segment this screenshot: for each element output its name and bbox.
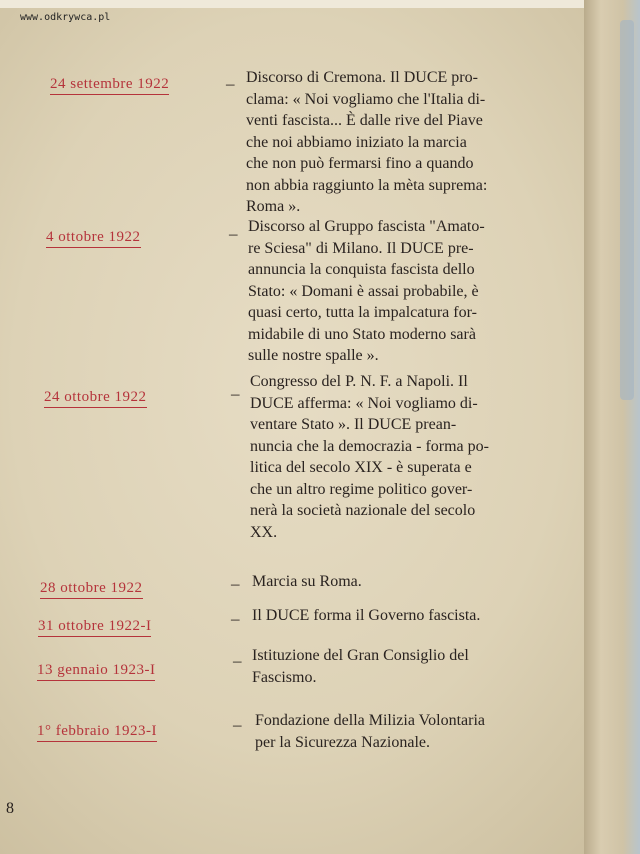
entry-text <box>252 571 362 593</box>
entry-line: clama: « Noi vogliamo che l'Italia di- <box>246 90 486 108</box>
entry-line: nerà la società nazionale del secolo <box>250 502 476 519</box>
entry-line: Fondazione della Milizia Volontaria <box>255 712 486 729</box>
entry-text <box>250 371 489 543</box>
entry-date: 24 ottobre 1922 <box>44 389 147 408</box>
entry-line: Congresso del P. N. F. a Napoli. Il <box>250 373 468 390</box>
entry-line: per la Sicurezza Nazionale. <box>255 733 431 751</box>
entry-line: midabile di uno Stato moderno sarà <box>248 325 476 343</box>
entry-text <box>252 645 469 688</box>
entry-dash: – <box>233 715 242 734</box>
entry-dash: – <box>226 74 235 93</box>
entry-line: che un altro regime politico gover- <box>250 480 473 498</box>
entry-line: re Sciesa" di Milano. Il DUCE pre- <box>248 239 474 257</box>
entry-line: Stato: « Domani è assai probabile, è <box>248 282 479 300</box>
entry-dash: – <box>231 609 240 628</box>
entry-line: ventare Stato ». Il DUCE prean- <box>250 416 457 433</box>
entry-line: non abbia raggiunto la mèta suprema: <box>246 176 488 194</box>
entry-date: 13 gennaio 1923-I <box>37 662 155 681</box>
entry-dash: – <box>233 651 242 670</box>
entry-line: Discorso di Cremona. Il DUCE pro- <box>246 69 478 86</box>
entry-line: Istituzione del Gran Consiglio del <box>252 647 469 664</box>
entry-dash: – <box>231 574 240 593</box>
entry-date: 1° febbraio 1923-I <box>37 723 157 742</box>
entry-line: Il DUCE forma il Governo fascista. <box>252 607 481 624</box>
entry-line: venti fascista... È dalle rive del Piave <box>246 112 483 129</box>
entry-line: litica del secolo XIX - è superata e <box>250 459 472 476</box>
entry-text <box>252 605 480 627</box>
entry-date: 28 ottobre 1922 <box>40 580 143 599</box>
entry-line: sulle nostre spalle ». <box>248 347 379 364</box>
page-number: 8 <box>6 800 14 817</box>
entry-date: 24 settembre 1922 <box>50 76 169 95</box>
entry-text <box>255 710 485 753</box>
watermark: www.odkrywca.pl <box>20 12 111 23</box>
entry-line: che non può fermarsi fino a quando <box>246 155 474 172</box>
entry-line: Marcia su Roma. <box>252 573 362 590</box>
entry-line: annuncia la conquista fascista dello <box>248 261 475 278</box>
adjacent-page-edge <box>584 0 640 854</box>
entry-text <box>248 216 485 367</box>
entry-line: Fascismo. <box>252 668 317 686</box>
entry-line: quasi certo, tutta la impalcatura for- <box>248 304 477 321</box>
entry-date: 4 ottobre 1922 <box>46 229 141 248</box>
entry-line: DUCE afferma: « Noi vogliamo di- <box>250 394 478 412</box>
blue-stain <box>620 20 634 400</box>
entry-dash: – <box>229 224 238 243</box>
entry-line: nuncia che la democrazia - forma po- <box>250 437 489 455</box>
entry-line: XX. <box>250 523 278 541</box>
entry-line: Roma ». <box>246 198 301 215</box>
page-top-edge <box>0 0 640 8</box>
entry-date: 31 ottobre 1922-I <box>38 618 151 637</box>
entry-line: Discorso al Gruppo fascista "Amato- <box>248 218 485 235</box>
entry-line: che noi abbiamo iniziato la marcia <box>246 133 467 151</box>
entry-dash: – <box>231 384 240 403</box>
entry-text <box>246 67 487 218</box>
